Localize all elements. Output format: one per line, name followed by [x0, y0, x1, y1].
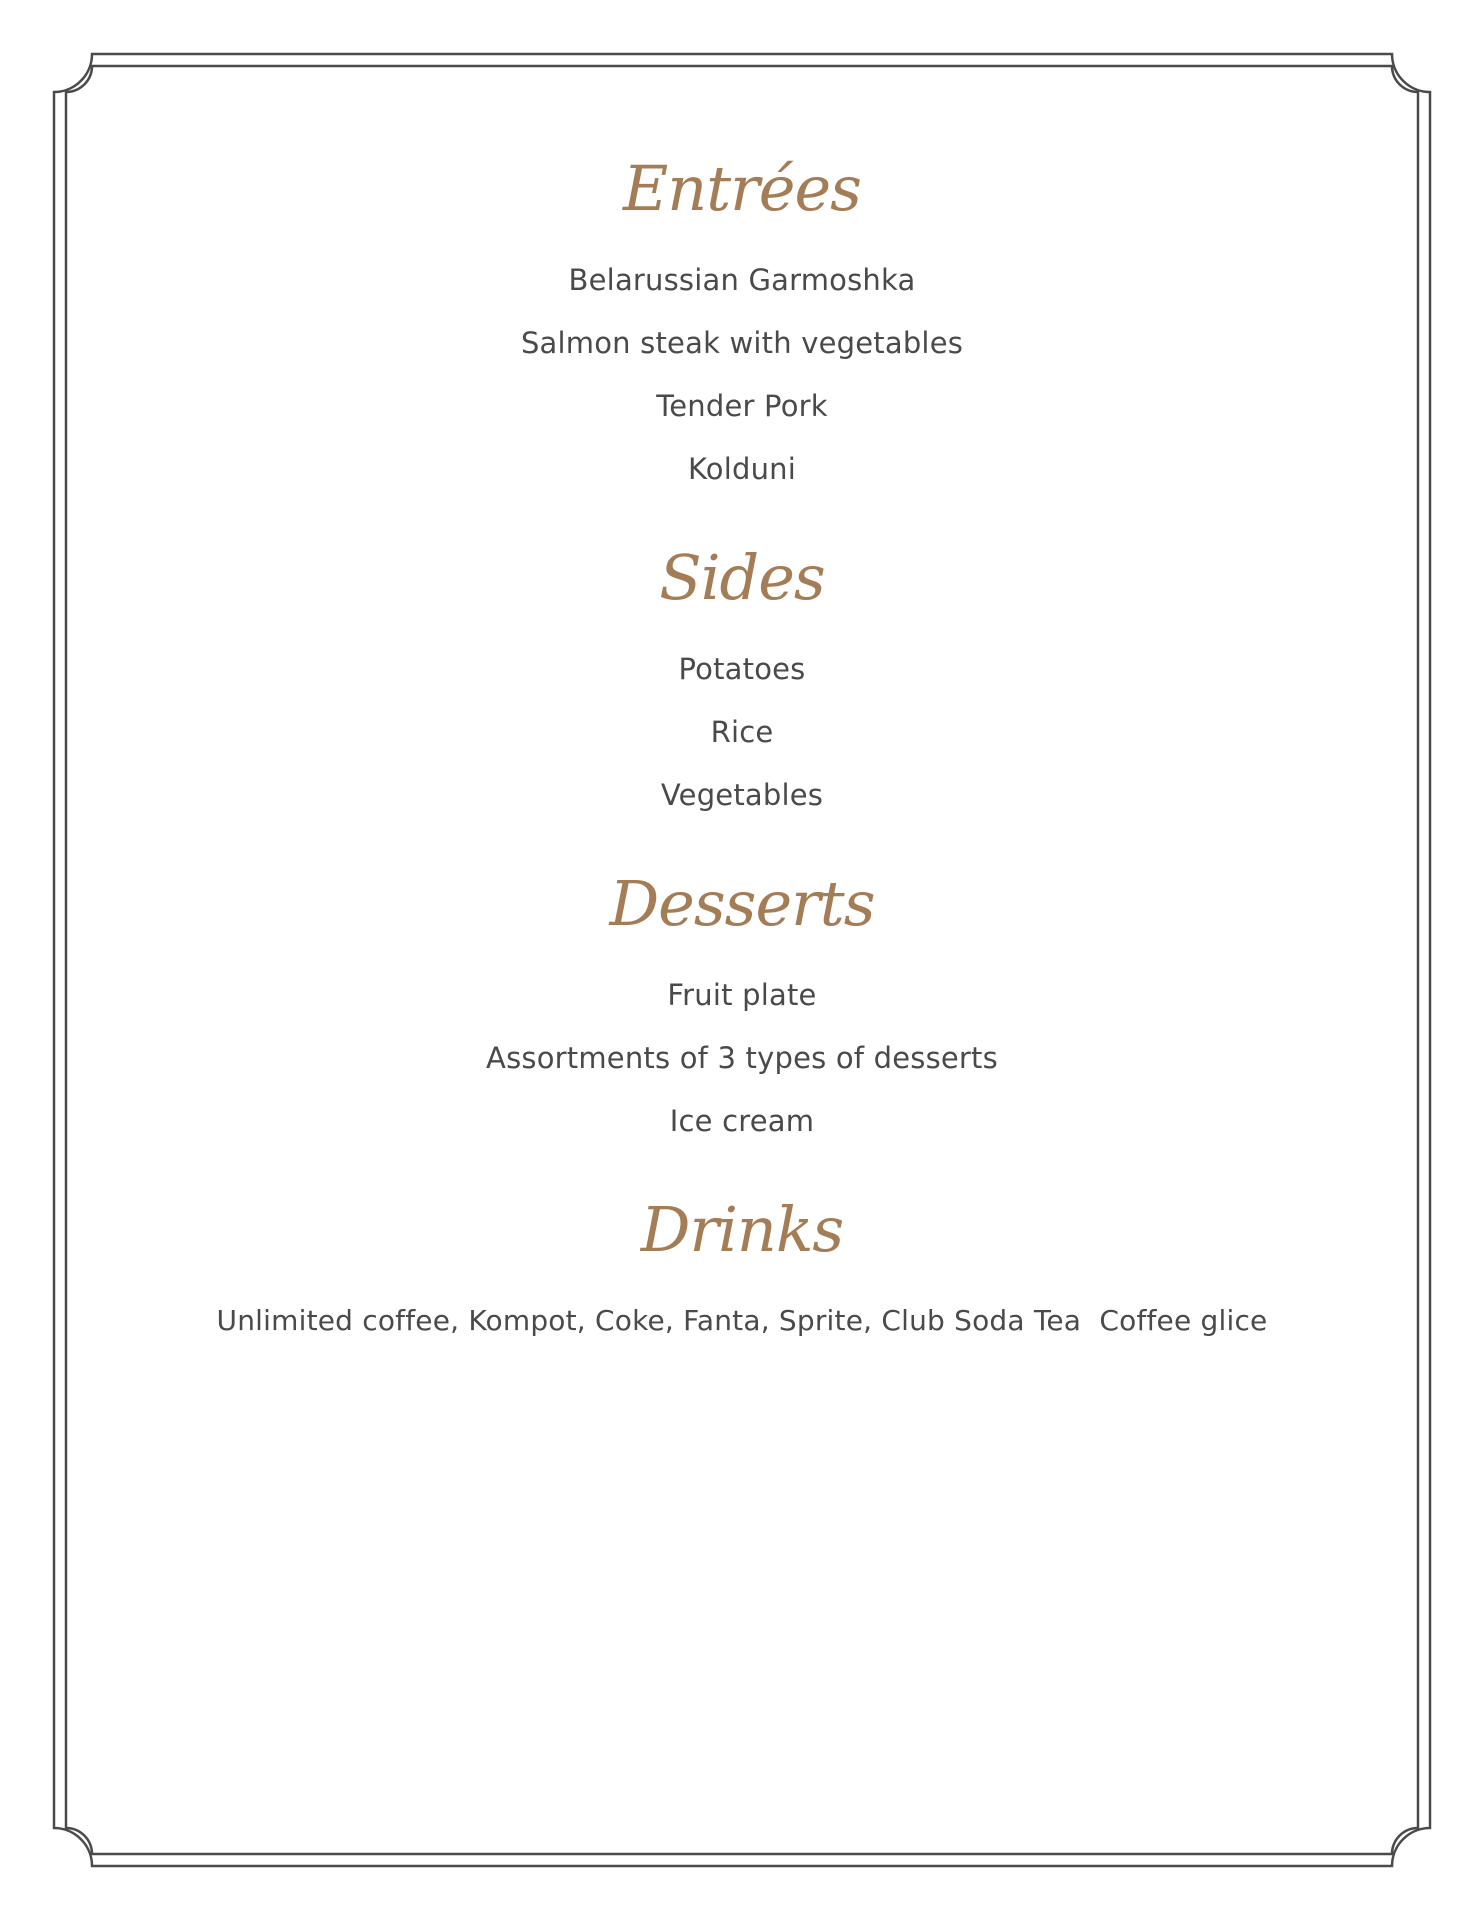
- section-title-drinks: Drinks: [640, 1193, 844, 1266]
- menu-item: Unlimited coffee, Kompot, Coke, Fanta, Sprite, Club Soda Tea Coffee glice: [216, 1304, 1268, 1337]
- menu-item: Ice cream: [669, 1104, 815, 1138]
- menu-item: Belarussian Garmoshka: [568, 263, 916, 297]
- menu-item: Salmon steak with vegetables: [520, 326, 964, 360]
- section-title-entrees: Entrées: [623, 152, 861, 225]
- menu-item: Assortments of 3 types of desserts: [486, 1041, 998, 1075]
- section-title-sides: Sides: [659, 541, 825, 614]
- menu-item: Vegetables: [660, 778, 824, 812]
- section-title-desserts: Desserts: [609, 867, 875, 940]
- menu-item: Kolduni: [688, 452, 796, 486]
- menu-item: Rice: [710, 715, 774, 749]
- menu-item: Fruit plate: [667, 978, 817, 1012]
- menu-item: Tender Pork: [656, 389, 828, 423]
- menu-item: Potatoes: [678, 652, 806, 686]
